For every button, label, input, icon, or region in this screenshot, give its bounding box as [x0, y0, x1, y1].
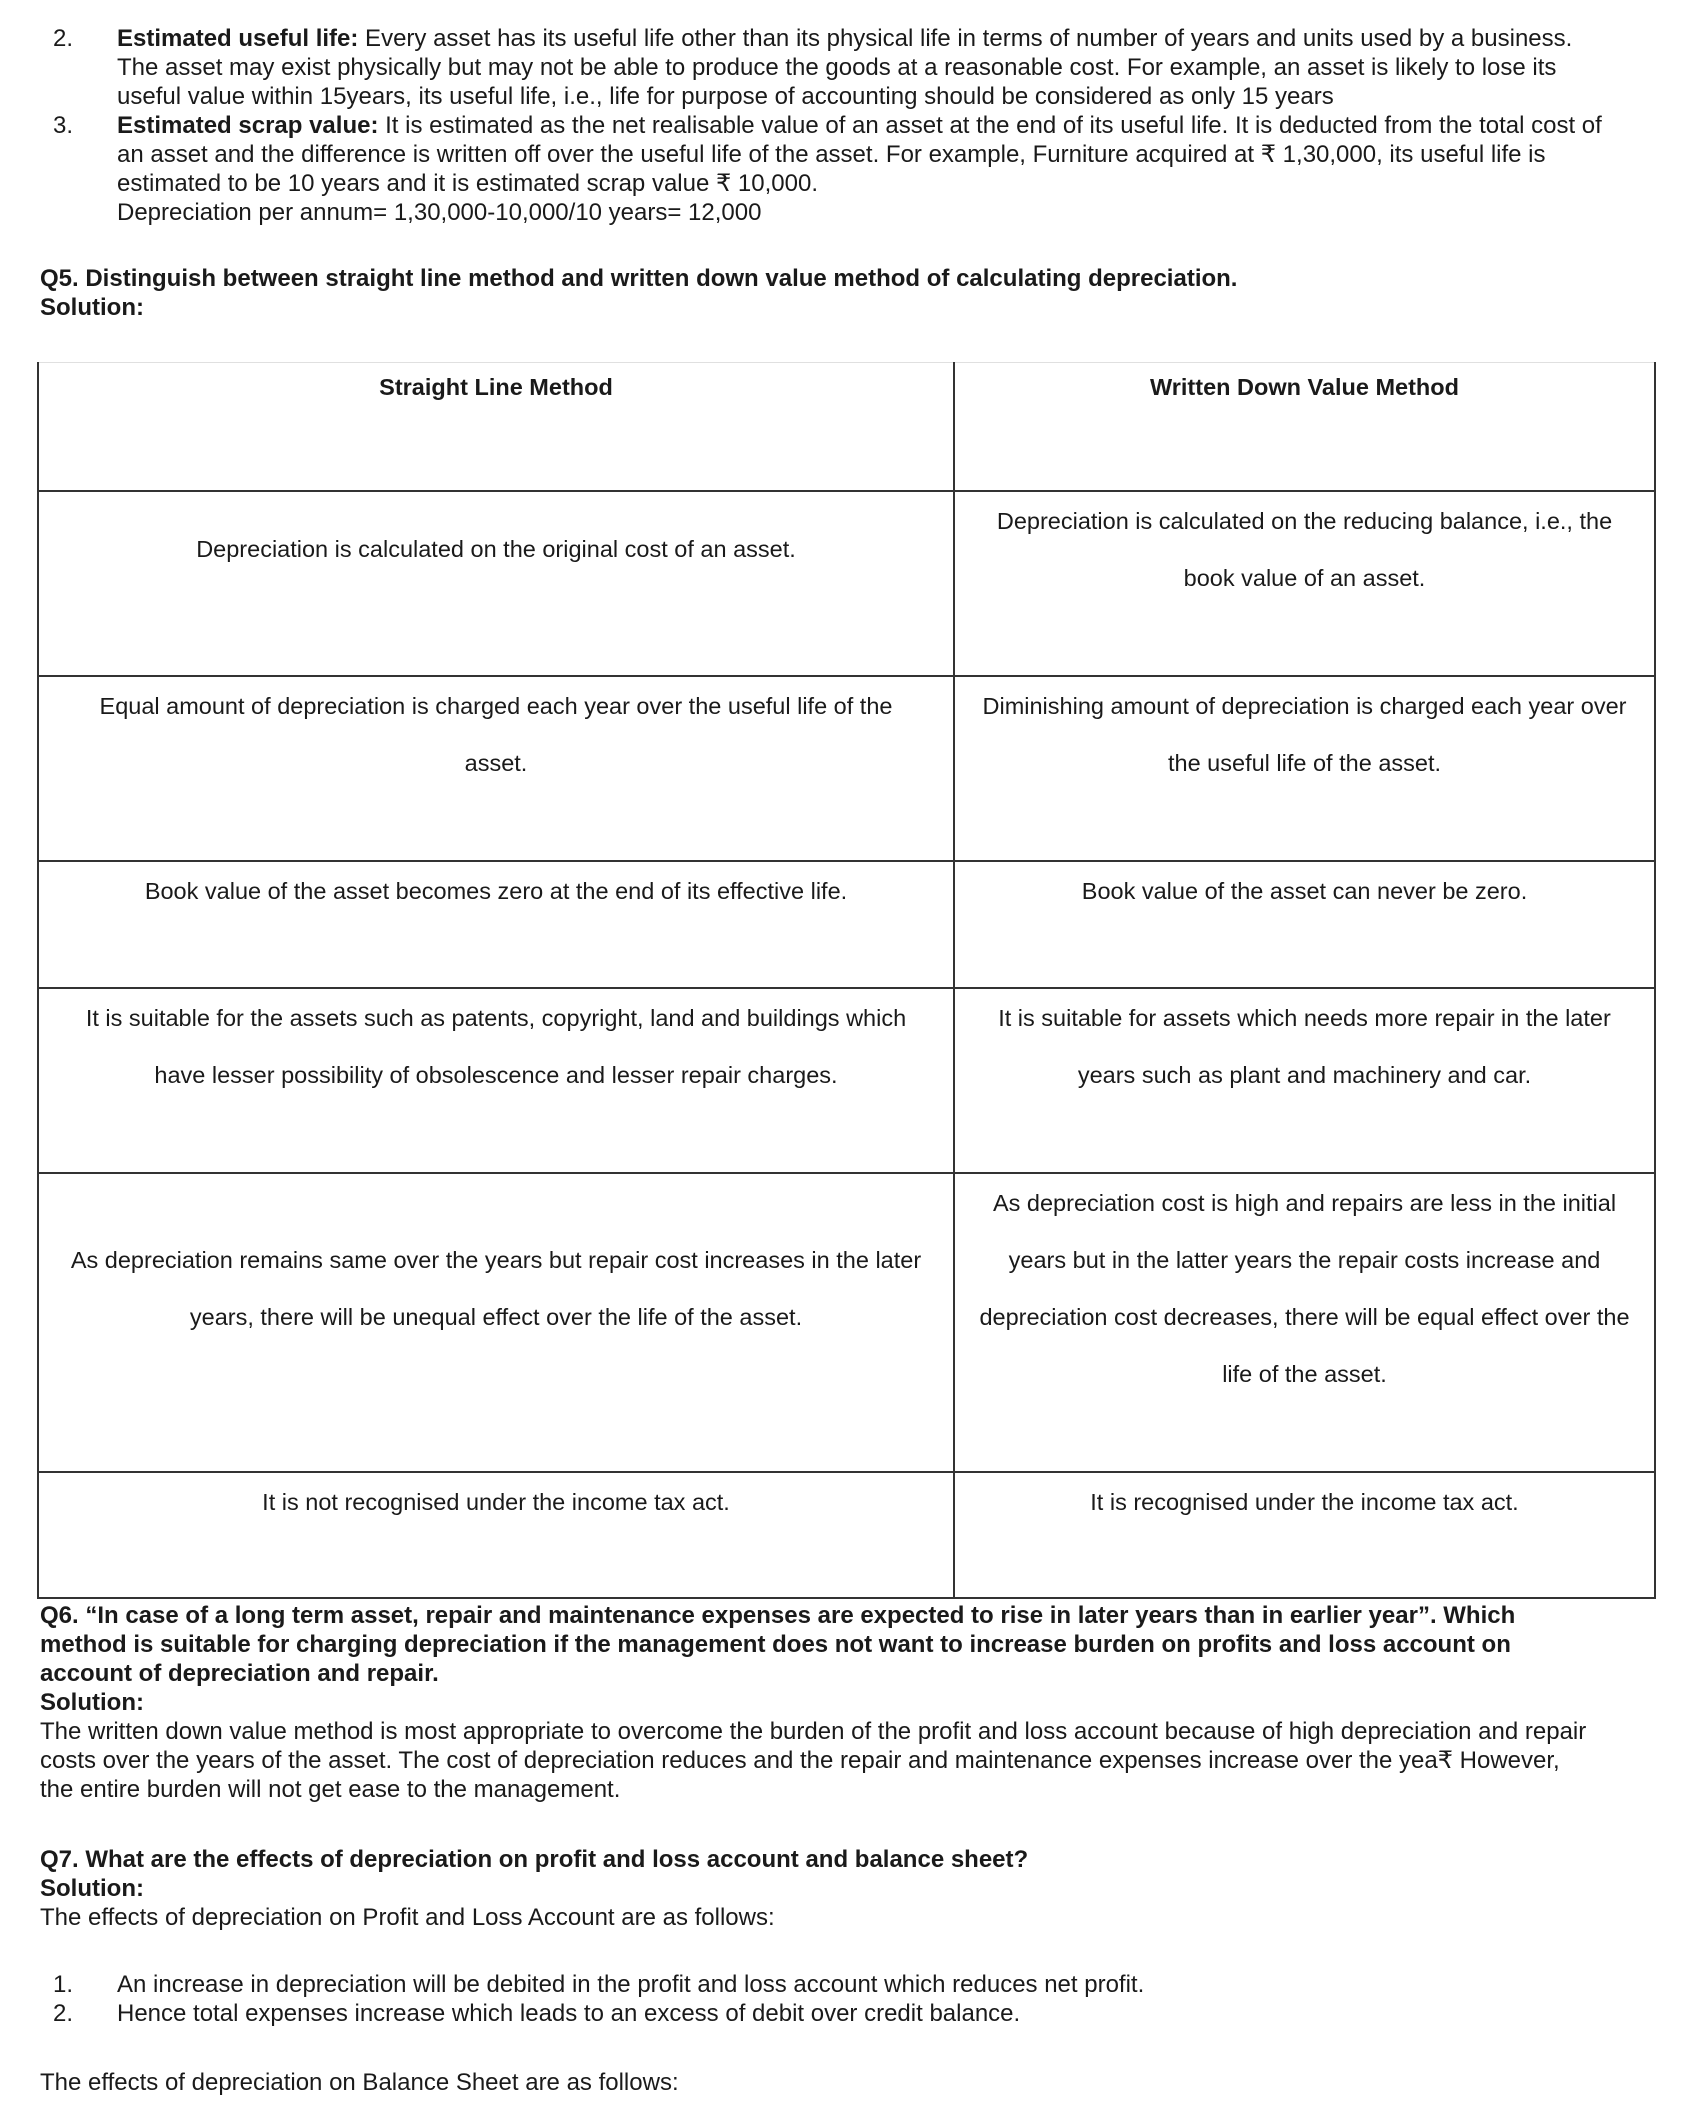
table-cell-slm: Book value of the asset becomes zero at the end of its effective life. — [38, 861, 954, 988]
table-row — [38, 1173, 1655, 1472]
q5-section — [40, 264, 1680, 322]
list-text: Hence total expenses increase which leads to an excess of debit over credit balance. — [117, 2000, 1021, 2027]
text-line: Every asset has its useful life other than its physical life in terms of number of years and units used by a business. — [358, 25, 1573, 52]
term-label: Estimated scrap value: — [117, 112, 379, 139]
list-number: 2. — [53, 2000, 74, 2027]
table-header-row — [38, 363, 1655, 491]
table-row — [38, 861, 1655, 988]
table-cell-slm: Depreciation is calculated on the original cost of an asset. — [38, 491, 954, 676]
q5-solution-label: Solution: — [40, 294, 144, 321]
q6-answer: The written down value method is most appropriate to overcome the burden of the profit and loss account because of high depreciation and repair costs over the years of the asset. The cost of depreciation reduces and the repair and maintenance expenses increase over the yea₹ However, the entire burden will not get ease to the management. — [40, 1718, 1587, 1803]
table-cell-slm: As depreciation remains same over the years but repair cost increases in the later years, there will be unequal effect over the life of the asset. — [38, 1173, 954, 1472]
table-cell-slm: It is suitable for the assets such as patents, copyright, land and buildings which have lesser possibility of obsolescence and lesser repair charges. — [38, 988, 954, 1173]
text-line: Depreciation per annum= 1,30,000-10,000/10 years= 12,000 — [117, 199, 762, 226]
q6-section — [40, 1601, 1680, 1804]
term-label: Estimated useful life: — [117, 25, 359, 52]
table-row — [38, 1472, 1655, 1598]
table-cell-wdv: Book value of the asset can never be zero. — [954, 861, 1655, 988]
table-row — [38, 676, 1655, 861]
list-item — [40, 1999, 1670, 2028]
q7-section — [40, 1845, 1680, 1932]
list-number: 2. — [53, 25, 74, 52]
q7-intro: The effects of depreciation on Profit and Loss Account are as follows: — [40, 1904, 775, 1931]
table-cell-slm: Equal amount of depreciation is charged each year over the useful life of the asset. — [38, 676, 954, 861]
comparison-table — [37, 362, 1656, 1599]
text-line: It is estimated as the net realisable value of an asset at the end of its useful life. It is deducted from the total cost of — [378, 112, 1602, 139]
text-line: an asset and the difference is written off over the useful life of the asset. For example, Furniture acquired at ₹ 1,30,000, its useful life is — [117, 141, 1546, 168]
text-line: useful value within 15years, its useful life, i.e., life for purpose of accounting should be considered as only 15 years — [117, 83, 1334, 110]
list-item-estimated-scrap-value — [40, 111, 1670, 227]
q7-question: Q7. What are the effects of depreciation on profit and loss account and balance sheet? — [40, 1846, 1029, 1873]
text-line: estimated to be 10 years and it is estimated scrap value ₹ 10,000. — [117, 170, 818, 197]
table-cell-wdv: Diminishing amount of depreciation is charged each year over the useful life of the asset. — [954, 676, 1655, 861]
list-number: 1. — [53, 1971, 74, 1998]
table-cell-wdv: It is suitable for assets which needs more repair in the later years such as plant and machinery and car. — [954, 988, 1655, 1173]
table-row — [38, 988, 1655, 1173]
q6-solution-label: Solution: — [40, 1689, 144, 1716]
text-line: The asset may exist physically but may not be able to produce the goods at a reasonable cost. For example, an asset is likely to lose its — [117, 54, 1557, 81]
table-cell-slm: It is not recognised under the income tax act. — [38, 1472, 954, 1598]
q7-numbered-list — [40, 1970, 1670, 2028]
q7-solution-label: Solution: — [40, 1875, 144, 1902]
list-text: An increase in depreciation will be debited in the profit and loss account which reduces net profit. — [117, 1971, 1145, 1998]
table-row — [38, 491, 1655, 676]
q6-question: Q6. “In case of a long term asset, repair and maintenance expenses are expected to rise in later years than in earlier year”. Which method is suitable for charging depreciation if the management does not want to increase burden on profits and loss account on account of depreciation and repair. — [40, 1602, 1516, 1687]
list-number: 3. — [53, 112, 74, 139]
header-straight-line-method: Straight Line Method — [38, 363, 954, 491]
list-item-estimated-useful-life — [40, 24, 1670, 111]
table-cell-wdv: It is recognised under the income tax act. — [954, 1472, 1655, 1598]
top-numbered-list — [40, 24, 1670, 227]
table-cell-wdv: Depreciation is calculated on the reducing balance, i.e., the book value of an asset. — [954, 491, 1655, 676]
balance-sheet-intro: The effects of depreciation on Balance Sheet are as follows: — [40, 2069, 679, 2096]
table-cell-wdv: As depreciation cost is high and repairs are less in the initial years but in the latter years the repair costs increase and depreciation cost decreases, there will be equal effect over the life of the asset. — [954, 1173, 1655, 1472]
q5-question: Q5. Distinguish between straight line method and written down value method of calculating depreciation. — [40, 265, 1238, 292]
list-item — [40, 1970, 1670, 1999]
header-written-down-value-method: Written Down Value Method — [954, 363, 1655, 491]
